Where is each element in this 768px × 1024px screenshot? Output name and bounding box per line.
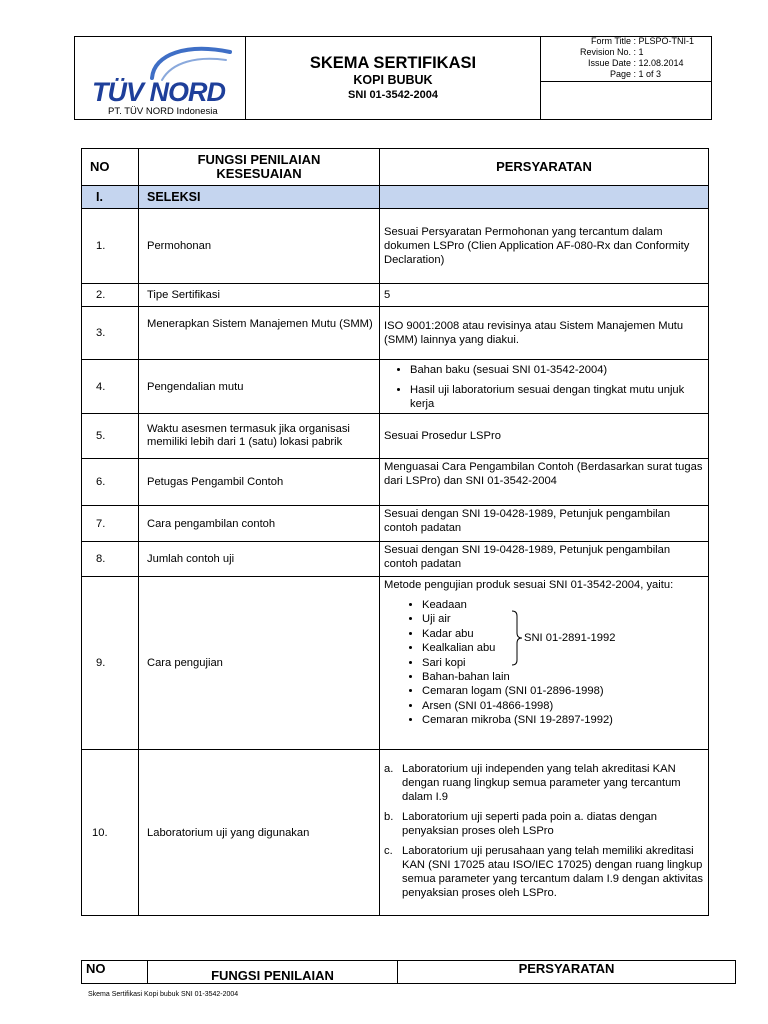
row-no: 9. (82, 577, 139, 750)
meta-value: : 1 of 3 (633, 69, 662, 79)
row-no: 3. (82, 307, 139, 360)
meta-value: : 12.08.2014 (633, 58, 684, 68)
meta-label: Issue Date (587, 58, 631, 68)
header-no: NO (82, 961, 148, 984)
table-row (82, 577, 709, 750)
meta-label: Form Title (590, 36, 631, 46)
meta-row (545, 47, 710, 58)
row-no: 8. (82, 542, 139, 577)
table-row (82, 307, 709, 360)
row-fungsi: Laboratorium uji yang digunakan (139, 750, 380, 916)
list-item: • Uji air (422, 612, 704, 626)
meta-label: Page (609, 69, 631, 79)
logo-text: TÜV NORD (92, 77, 225, 107)
row-persyaratan: 5 (380, 284, 709, 307)
row-persyaratan: ISO 9001:2008 atau revisinya atau Sistem Manajemen Mutu (SMM) lainnya yang diakui. (380, 307, 709, 360)
meta-label: Revision No. (579, 47, 631, 57)
list-item: • Kealkalian abu (422, 641, 704, 655)
row-fungsi: Menerapkan Sistem Manajemen Mutu (SMM) (139, 307, 380, 360)
row-persyaratan: Sesuai dengan SNI 19-0428-1989, Petunjuk pengambilan contoh padatan (380, 506, 709, 542)
continuation-header-table (81, 960, 736, 984)
item-letter: b. (384, 811, 394, 823)
list-item: • Bahan-bahan lain (422, 670, 704, 684)
row-persyaratan (380, 750, 709, 916)
section-no: I. (82, 186, 139, 209)
meta-value: : PLSPO-TNI-1 (633, 36, 695, 46)
brace-icon (510, 610, 524, 666)
table-row (82, 360, 709, 414)
item-letter: c. (384, 845, 393, 857)
item-text: Laboratorium uji seperti pada poin a. diatas dengan penyaksian proses oleh LSPro (402, 811, 658, 837)
bullet-list (384, 363, 704, 411)
header-divider (540, 36, 541, 120)
row-fungsi: Jumlah contoh uji (139, 542, 380, 577)
list-item: • Cemaran mikroba (SNI 19-2897-1992) (422, 713, 704, 727)
meta-row (545, 58, 710, 69)
row-persyaratan: Menguasai Cara Pengambilan Contoh (Berdasarkan surat tugas dari LSPro) dan SNI 01-3542-2004 (380, 459, 709, 506)
list-item (384, 810, 704, 838)
document-standard: SNI 01-3542-2004 (348, 89, 438, 101)
table-row (82, 750, 709, 916)
row-persyaratan (380, 577, 709, 750)
header-divider (540, 81, 712, 82)
row-fungsi: Cara pengambilan contoh (139, 506, 380, 542)
row-no: 1. (82, 209, 139, 284)
row-no: 5. (82, 414, 139, 459)
table-row (82, 414, 709, 459)
meta-row (545, 69, 710, 80)
list-item: • Sari kopi (422, 656, 704, 670)
list-item: • Hasil uji laboratorium sesuai dengan tingkat mutu unjuk kerja (410, 383, 704, 411)
document-subtitle: KOPI BUBUK (353, 73, 433, 87)
item-letter: a. (384, 763, 394, 775)
table-row (82, 542, 709, 577)
requirements-table (81, 148, 709, 916)
header-no: NO (82, 149, 139, 186)
logo-arc (152, 49, 230, 78)
meta-value: : 1 (633, 47, 644, 57)
row-no: 7. (82, 506, 139, 542)
page-footer: Skema Sertifikasi Kopi bubuk SNI 01-3542-2004 (88, 991, 239, 998)
row-fungsi: Permohonan (139, 209, 380, 284)
section-row (82, 186, 709, 209)
row-no: 2. (82, 284, 139, 307)
company-name: PT. TÜV NORD Indonesia (108, 106, 218, 117)
brace-label: SNI 01-2891-1992 (524, 632, 616, 644)
table-row (82, 459, 709, 506)
row-no: 6. (82, 459, 139, 506)
row-fungsi: Tipe Sertifikasi (139, 284, 380, 307)
header-fungsi: FUNGSI PENILAIAN (148, 961, 398, 984)
section-label: SELEKSI (139, 186, 380, 209)
section-blank (380, 186, 709, 209)
header-persyaratan: PERSYARATAN (380, 149, 709, 186)
row-persyaratan: Sesuai Prosedur LSPro (380, 414, 709, 459)
brace-path (512, 611, 522, 665)
table-row (82, 506, 709, 542)
list-item: • Arsen (SNI 01-4866-1998) (422, 699, 704, 713)
row-persyaratan (380, 360, 709, 414)
row-fungsi: Petugas Pengambil Contoh (139, 459, 380, 506)
row-fungsi: Pengendalian mutu (139, 360, 380, 414)
row-no: 4. (82, 360, 139, 414)
list-item (384, 762, 704, 804)
table-header-row (82, 149, 709, 186)
document-title: SKEMA SERTIFIKASI (309, 54, 477, 72)
header-fungsi: FUNGSI PENILAIAN KESESUAIAN (139, 149, 380, 186)
test-method-intro: Metode pengujian produk sesuai SNI 01-3542-2004, yaitu: (384, 579, 674, 591)
meta-row (545, 36, 710, 47)
list-item: • Kadar abu (422, 627, 704, 641)
bullet-list (384, 598, 704, 728)
row-fungsi: Waktu asesmen termasuk jika organisasi memiliki lebih dari 1 (satu) lokasi pabrik (139, 414, 380, 459)
row-persyaratan: Sesuai Persyaratan Permohonan yang tercantum dalam dokumen LSPro (Clien Application AF-080-Rx dan Conformity Declaration) (380, 209, 709, 284)
table-row (82, 284, 709, 307)
list-item: • Bahan baku (sesuai SNI 01-3542-2004) (410, 363, 704, 377)
item-text: Laboratorium uji perusahaan yang telah memiliki akreditasi KAN (SNI 17025 atau ISO/IEC 17025) dengan ruang lingkup semua parameter yang tercantum dalam I.9 dengan aktivitas penyaksian proses oleh LSPro. (402, 845, 703, 899)
list-item (384, 844, 704, 900)
row-fungsi: Cara pengujian (139, 577, 380, 750)
list-item: • Cemaran logam (SNI 01-2896-1998) (422, 684, 704, 698)
row-no: 10. (82, 750, 139, 916)
item-text: Laboratorium uji independen yang telah akreditasi KAN dengan ruang lingkup semua parameter yang tercantum dalam I.9 (402, 763, 681, 803)
list-item: • Keadaan (422, 598, 704, 612)
header-persyaratan: PERSYARATAN (398, 961, 736, 984)
table-header-row (82, 961, 736, 984)
row-persyaratan: Sesuai dengan SNI 19-0428-1989, Petunjuk pengambilan contoh padatan (380, 542, 709, 577)
table-row (82, 209, 709, 284)
lab-list (384, 762, 704, 900)
